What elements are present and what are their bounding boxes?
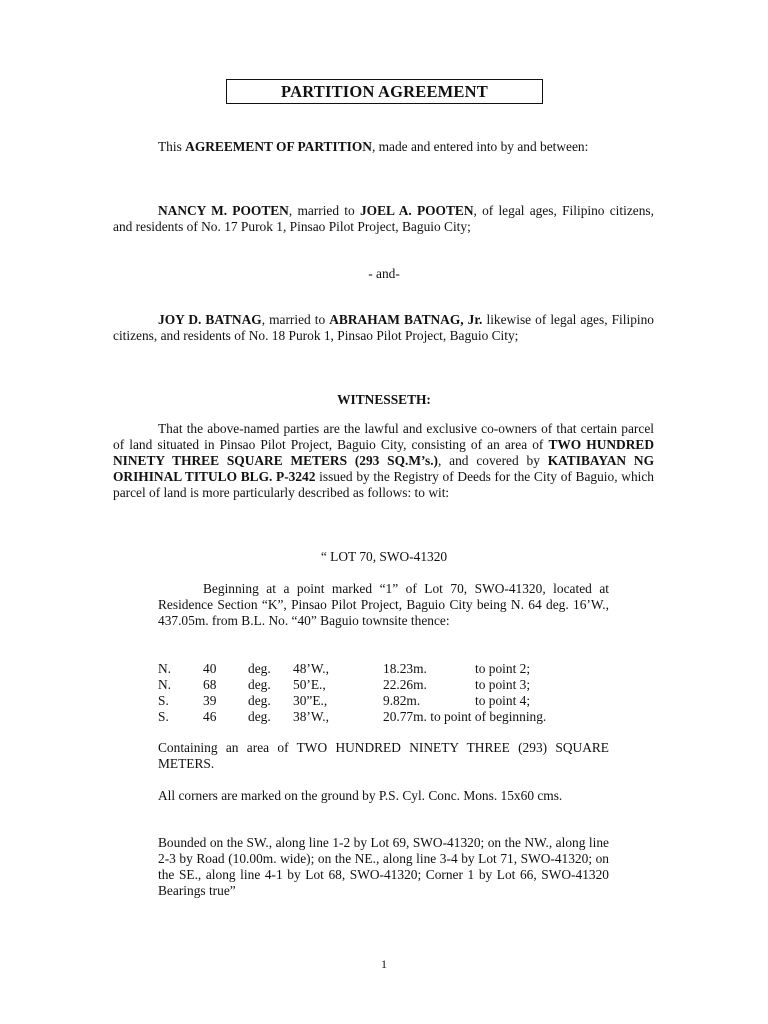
recital-text-2: , and covered by — [438, 453, 548, 468]
bearing-point: to point 4; — [475, 693, 531, 708]
bearing-distance: 20.77m. to point of beginning. — [383, 709, 547, 724]
bearing-minutes: 50’E., — [293, 677, 326, 692]
corners-statement: All corners are marked on the ground by P.S. Cyl. Conc. Mons. 15x60 cms. — [158, 788, 563, 803]
document-title: PARTITION AGREEMENT — [226, 79, 543, 104]
bearing-point: to point 3; — [475, 677, 531, 692]
title-number: KATIBAYAN NG ORIHINAL TITULO BLG. P-3242 — [113, 453, 655, 484]
page-number: 1 — [381, 957, 387, 971]
bearing-distance: 18.23m. — [383, 661, 427, 676]
recital-text-1: That the above-named parties are the lawful and exclusive co-owners of that certain parcel of land situated in Pinsao Pilot Project, Baguio City, consisting of an area of — [113, 421, 654, 452]
bearing-minutes: 30”E., — [293, 693, 328, 708]
bearing-direction: N. — [158, 677, 172, 692]
bearing-deg-word: deg. — [248, 677, 271, 692]
bearing-deg-word: deg. — [248, 709, 271, 724]
first-party-text-1: , married to — [288, 203, 360, 218]
bearing-row — [158, 709, 618, 725]
lot-heading: “ LOT 70, SWO-41320 — [320, 549, 448, 564]
second-party-text-1: , married to — [261, 312, 330, 327]
bearing-degrees: 46 — [203, 709, 217, 724]
bearing-point: to point 2; — [475, 661, 531, 676]
second-party-spouse-name: ABRAHAM BATNAG, Jr. — [329, 312, 483, 327]
intro-text-2: , made and entered into by and between: — [371, 139, 589, 154]
agreement-name: AGREEMENT OF PARTITION — [185, 139, 372, 154]
bearing-deg-word: deg. — [248, 693, 271, 708]
bearing-degrees: 39 — [203, 693, 217, 708]
bearing-row — [158, 677, 618, 693]
bearing-minutes: 48’W., — [293, 661, 329, 676]
witnesseth-heading: WITNESSETH: — [337, 392, 431, 407]
second-party-text-2: likewise of legal ages, Filipino citizens, and residents of No. 18 Purok 1, Pinsao Pilot Project, Baguio City; — [113, 312, 655, 343]
land-area: TWO HUNDRED NINETY THREE SQUARE METERS (293 SQ.M’s.) — [113, 437, 654, 468]
recital-paragraph — [113, 421, 654, 501]
second-party-name: JOY D. BATNAG — [158, 312, 262, 327]
bearing-degrees: 40 — [203, 661, 217, 676]
bearing-direction: S. — [158, 693, 169, 708]
bearing-distance: 9.82m. — [383, 693, 421, 708]
intro-text-1: This — [158, 139, 186, 154]
bearing-deg-word: deg. — [248, 661, 271, 676]
first-party-name: NANCY M. POOTEN — [158, 203, 289, 218]
first-party-text-2: , of legal ages, Filipino citizens, and residents of No. 17 Purok 1, Pinsao Pilot Project, Baguio City; — [113, 203, 654, 234]
first-party-spouse-name: JOEL A. POOTEN — [359, 203, 474, 218]
second-party-paragraph — [113, 312, 654, 344]
area-statement: Containing an area of TWO HUNDRED NINETY THREE (293) SQUARE METERS. — [158, 740, 609, 771]
bearing-row — [158, 661, 618, 677]
boundaries-statement: Bounded on the SW., along line 1-2 by Lot 69, SWO-41320; on the NW., along line 2-3 by Road (10.00m. wide); on the NE., along line 3-4 by Lot 71, SWO-41320; on the SE., along line 4-1 by Lot 68, SWO-41320; Corner 1 by Lot 66, SWO-41320 Bearings true” — [158, 835, 609, 898]
intro-paragraph — [113, 139, 654, 155]
party-separator: - and- — [368, 266, 400, 281]
bearing-minutes: 38’W., — [293, 709, 329, 724]
bearing-distance: 22.26m. — [383, 677, 427, 692]
bearing-degrees: 68 — [203, 677, 217, 692]
bearing-direction: N. — [158, 661, 172, 676]
bearing-direction: S. — [158, 709, 169, 724]
bearing-row — [158, 693, 618, 709]
first-party-paragraph — [113, 203, 654, 235]
recital-text-3: issued by the Registry of Deeds for the City of Baguio, which parcel of land is more particularly described as follows: to wit: — [113, 469, 654, 500]
lot-description: Beginning at a point marked “1” of Lot 70, SWO-41320, located at Residence Section “K”, Pinsao Pilot Project, Baguio City being N. 64 deg. 16’W., 437.05m. from B.L. No. “40” Baguio townsite thence: — [158, 581, 609, 628]
